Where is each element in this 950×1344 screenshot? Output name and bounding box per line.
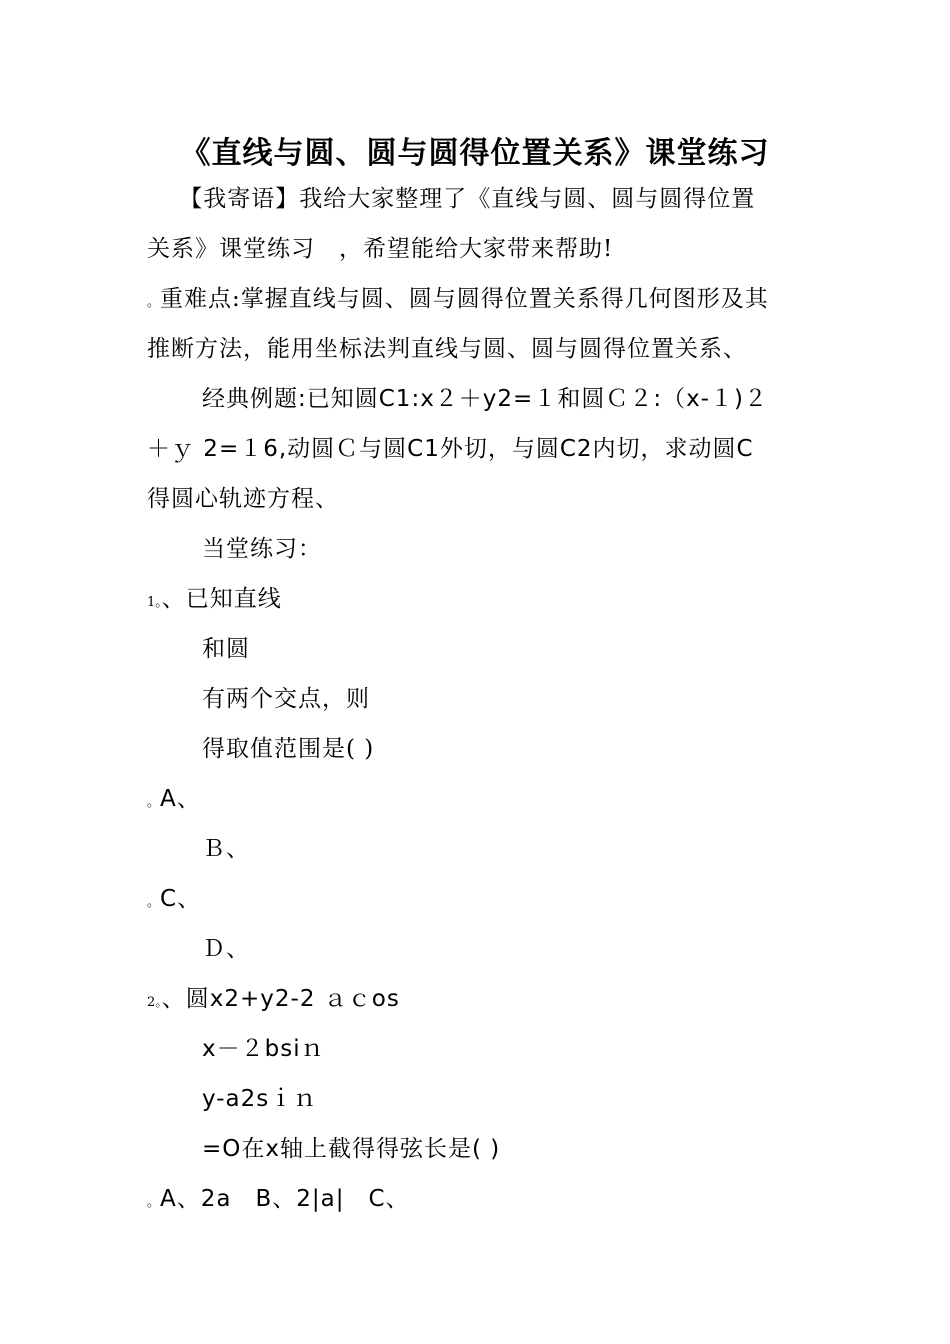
question-2-options-prefix: 。: [147, 1195, 161, 1210]
question-2-line-3-text: y-a2sｉｎ: [202, 1086, 318, 1112]
question-1-line-4-text: 得取值范围是( ): [202, 736, 375, 762]
option-c-prefix: 。: [147, 895, 161, 910]
question-1-line-4: [202, 734, 374, 764]
example-line-3: [147, 484, 339, 514]
question-1-line-1-text: 、已知直线: [161, 586, 282, 612]
question-1-number: 1。: [147, 595, 162, 610]
option-d-text: Ｄ、: [202, 936, 250, 962]
intro-line-2-text: 关系》课堂练习 ，希望能给大家带来帮助!: [147, 236, 614, 262]
question-2-options-text: A、2a B、2|a| C、: [160, 1186, 410, 1212]
example-line-2: [147, 434, 754, 464]
question-2-line-4: [202, 1134, 500, 1164]
example-line-1: [202, 384, 768, 414]
question-2-line-2-text: x－２bsiｎ: [202, 1036, 325, 1062]
question-1-option-a: [147, 784, 201, 818]
option-a-text: A、: [160, 786, 201, 812]
question-1-option-b: [202, 834, 250, 864]
key-points-line-2: [147, 334, 747, 364]
question-2-line-2: [202, 1034, 325, 1064]
intro-line-2: [147, 234, 613, 264]
document-title: 《直线与圆、圆与圆得位置关系》课堂练习: [180, 136, 770, 171]
example-line-2-text: ＋ｙ 2=１6,动圆Ｃ与圆C1外切，与圆C2内切，求动圆C: [147, 436, 754, 462]
question-2-line-3: [202, 1084, 317, 1114]
question-1-line-3-text: 有两个交点，则: [202, 686, 370, 712]
intro-line-1-text: 【我寄语】我给大家整理了《直线与圆、圆与圆得位置: [147, 186, 756, 212]
key-points-line-1: [147, 284, 769, 318]
question-1-line-2: [202, 634, 250, 664]
intro-line-1: [147, 184, 755, 214]
key-points-line-2-text: 推断方法，能用坐标法判直线与圆、圆与圆得位置关系、: [147, 336, 747, 362]
question-1-line-1: [147, 584, 282, 618]
question-2-line-1-text: 、圆x2+y2-2 ａｃos: [161, 986, 400, 1012]
question-2-line-1: [147, 984, 400, 1018]
question-2-options: [147, 1184, 410, 1218]
question-1-line-2-text: 和圆: [202, 636, 250, 662]
question-1-option-c: [147, 884, 201, 918]
question-1-option-d: [202, 934, 250, 964]
practice-heading: [202, 534, 322, 564]
key-points-line-1-text: 重难点:掌握直线与圆、圆与圆得位置关系得几何图形及其: [160, 286, 769, 312]
option-b-text: Ｂ、: [202, 836, 250, 862]
option-a-prefix: 。: [147, 795, 161, 810]
question-1-line-3: [202, 684, 370, 714]
question-2-line-4-text: =O在x轴上截得得弦长是( ): [202, 1136, 501, 1162]
example-line-3-text: 得圆心轨迹方程、: [147, 486, 339, 512]
option-c-text: C、: [160, 886, 202, 912]
practice-heading-text: 当堂练习：: [202, 536, 322, 562]
key-points-prefix: 。: [147, 295, 161, 310]
example-line-1-text: 经典例题:已知圆C1:x２＋y2=１和圆Ｃ２:（x-１)２: [202, 386, 768, 412]
question-2-number: 2。: [147, 995, 162, 1010]
